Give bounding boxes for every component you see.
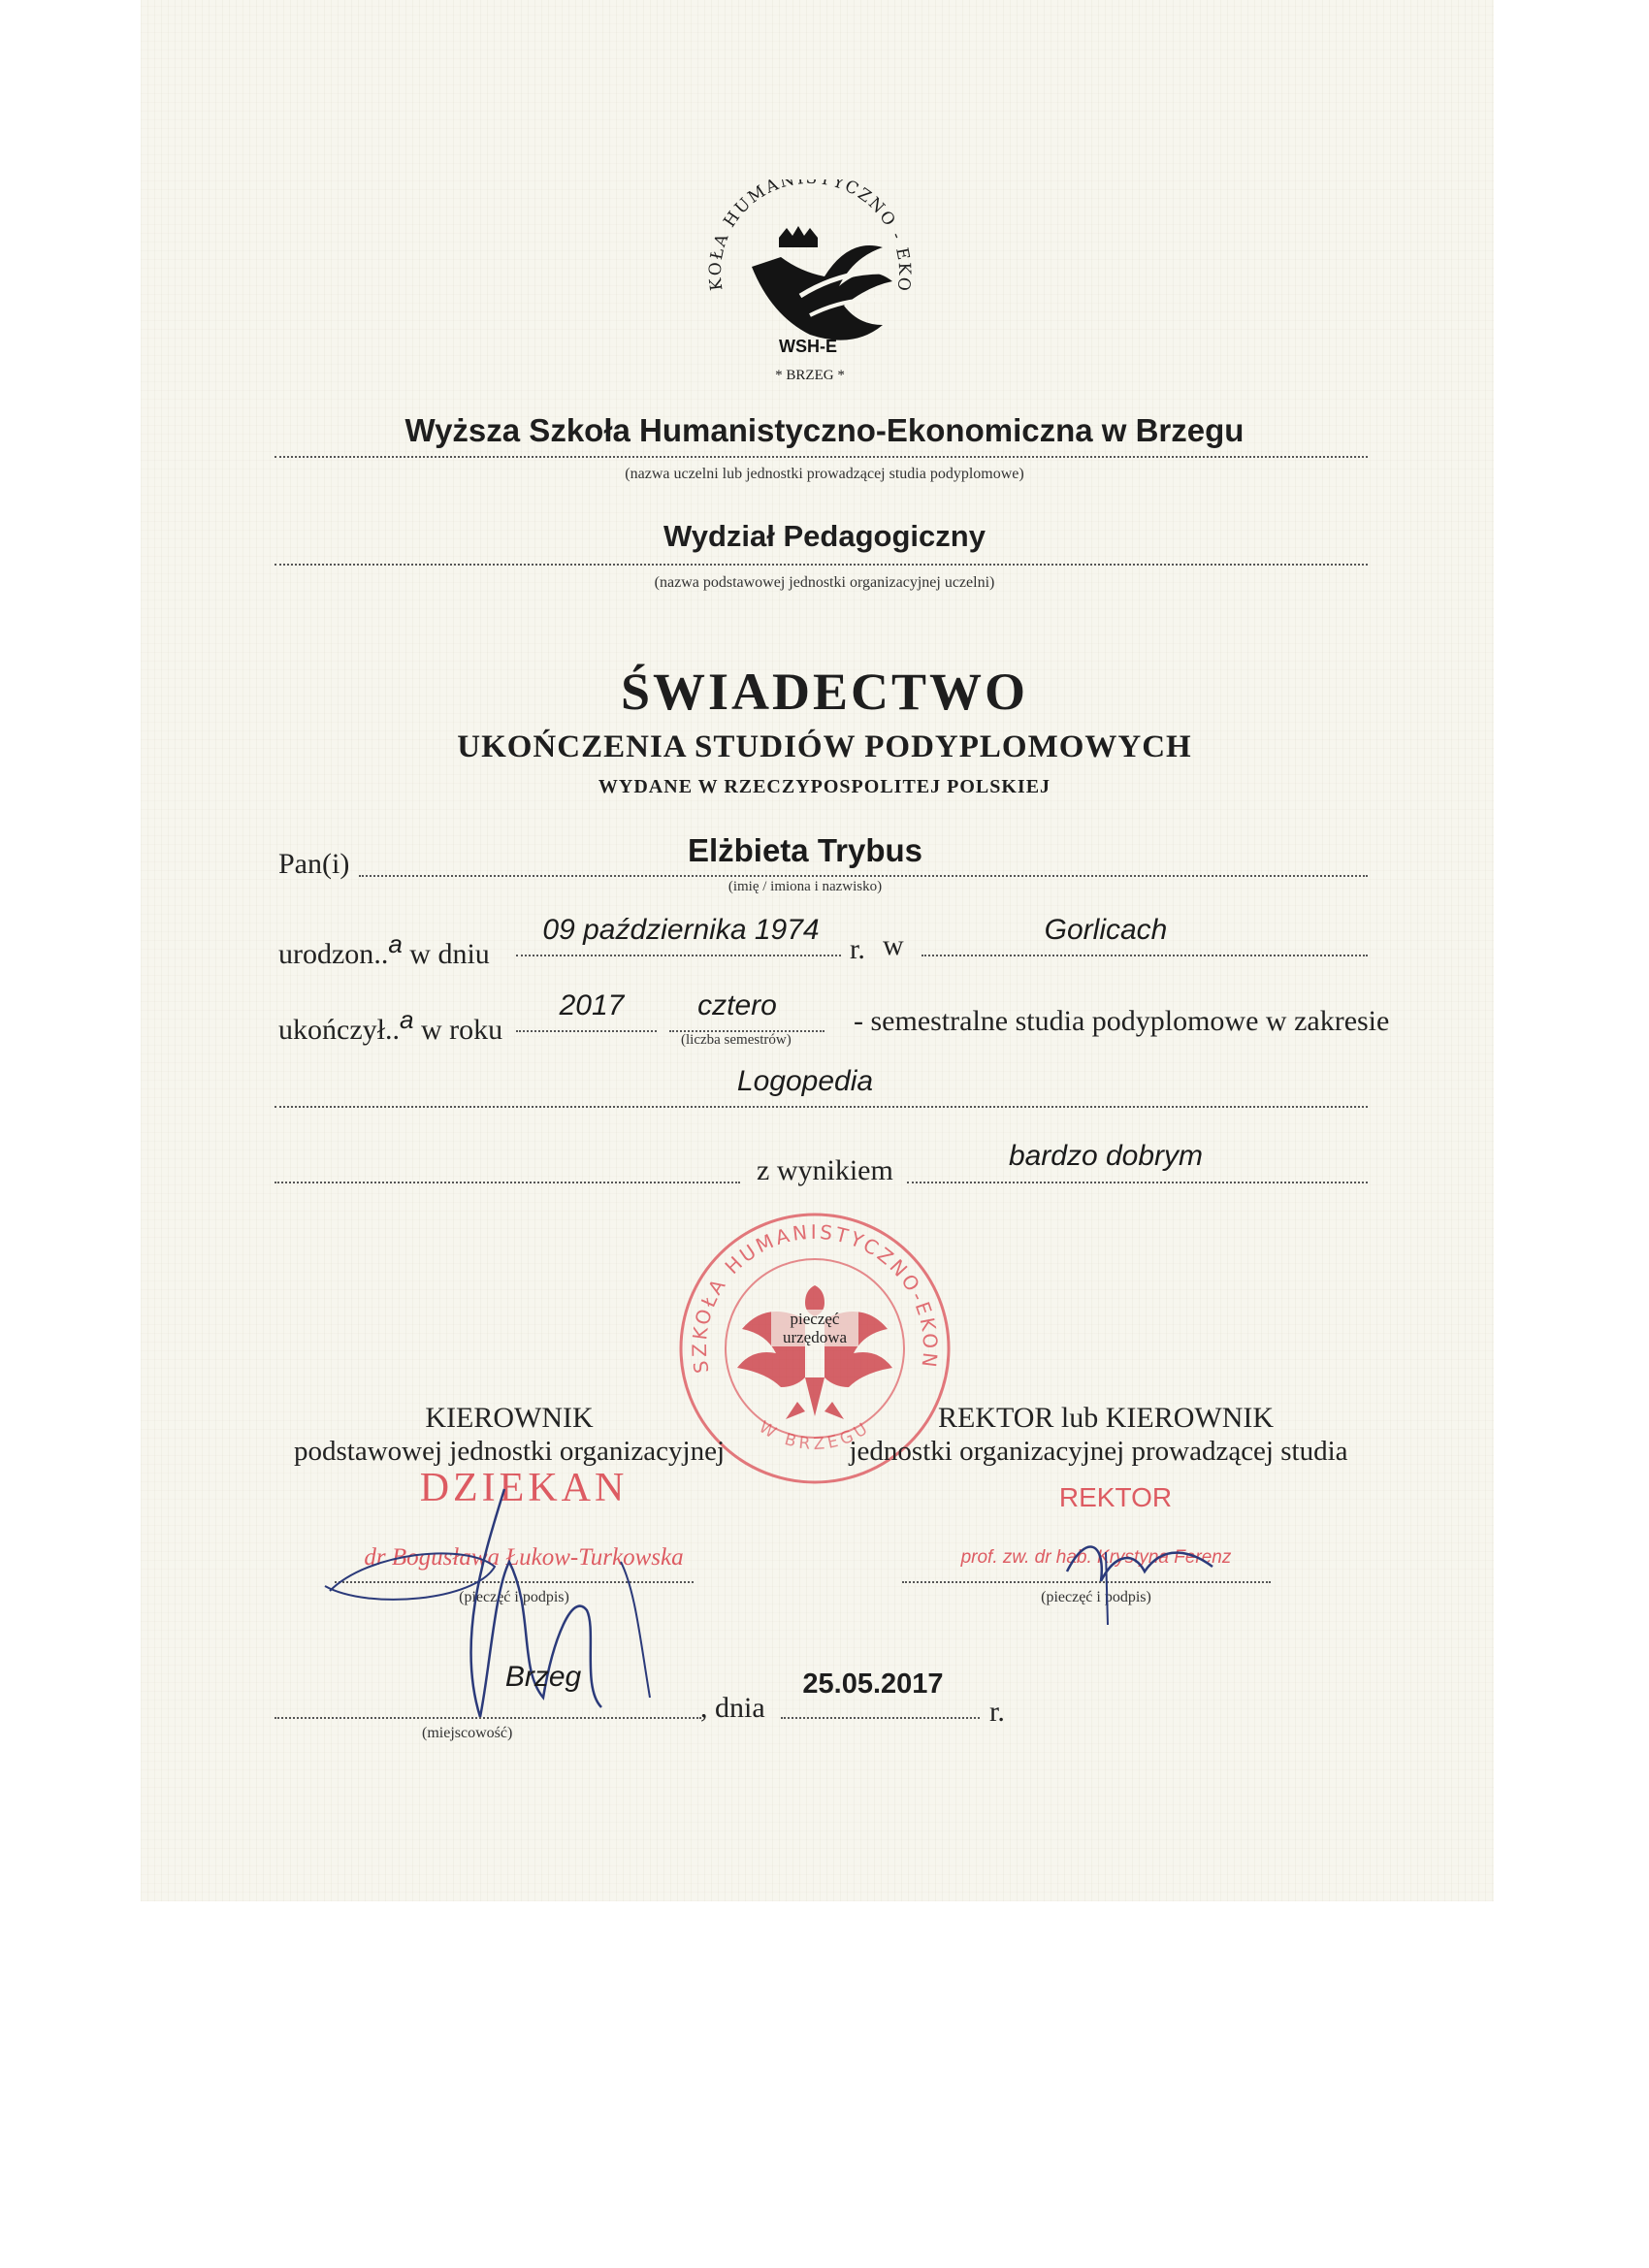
footer-date: 25.05.2017	[802, 1669, 944, 1700]
birth-label-w: w	[883, 929, 904, 961]
completion-rest: - semestralne studia podyplomowe w zakresie	[854, 1005, 1390, 1037]
seal-center-label: pieczęć urzędowa	[771, 1310, 858, 1346]
person-name: Elżbieta Trybus	[687, 832, 923, 868]
right-signature-icon	[1048, 1513, 1261, 1630]
birth-label-date: w dniu	[409, 938, 490, 970]
left-signatory-stamp: DZIEKAN	[419, 1466, 629, 1510]
university-logo	[684, 179, 936, 393]
certificate-subtitle: UKOŃCZENIA STUDIÓW PODYPLOMOWYCH	[457, 729, 1192, 764]
university-name-line	[275, 456, 1368, 458]
completion-suffix: a	[399, 1005, 414, 1034]
result-left-line	[275, 1182, 740, 1183]
left-signatory-caption: (pieczęć i podpis)	[459, 1589, 569, 1605]
footer-date-line	[781, 1717, 980, 1719]
person-label: Pan(i)	[278, 848, 350, 880]
birth-date-line	[516, 955, 841, 956]
left-signatory-title: KIEROWNIK	[425, 1402, 594, 1434]
birth-place: Gorlicach	[1044, 914, 1168, 946]
completion-label-year: w roku	[420, 1014, 503, 1046]
result-value: bardzo dobrym	[1008, 1140, 1204, 1172]
university-name: Wyższa Szkoła Humanistyczno-Ekonomiczna w Brzegu	[404, 412, 1245, 448]
footer-label-r: r.	[989, 1696, 1005, 1728]
person-caption: (imię / imiona i nazwisko)	[728, 879, 883, 894]
certificate-issued: WYDANE W RZECZYPOSPOLITEJ POLSKIEJ	[598, 776, 1051, 797]
completion-year-line	[516, 1030, 657, 1032]
right-signatory-stamp: REKTOR	[1058, 1482, 1173, 1512]
birth-suffix: a	[388, 929, 403, 958]
right-signatory-unit: jednostki organizacyjnej prowadzącej studia	[849, 1436, 1348, 1467]
right-signatory-name-stamp: prof. zw. dr hab. Krystyna Ferenz	[960, 1547, 1232, 1568]
logo-city: * BRZEG *	[775, 368, 845, 383]
footer-place: Brzeg	[504, 1661, 582, 1693]
left-signatory-unit: podstawowej jednostki organizacyjnej	[293, 1436, 726, 1467]
logo-ring-text: KOŁA HUMAN TYCZNO - EKO	[705, 179, 915, 294]
completion-semesters-caption: (liczba semestrów)	[681, 1032, 792, 1048]
birth-label-r: r.	[850, 933, 865, 965]
svg-text:WYŻSZA SZKOŁA HUMANISTYCZNO-EK	[669, 1203, 942, 1375]
result-label: z wynikiem	[757, 1154, 893, 1186]
left-signatory-name-stamp: dr Bogusława Łukow-Turkowska	[364, 1544, 684, 1571]
footer-label-dnia: , dnia	[700, 1692, 765, 1724]
left-signature-icon	[310, 1474, 718, 1736]
result-value-line	[907, 1182, 1368, 1183]
person-line	[359, 875, 1368, 877]
footer-place-line	[275, 1717, 701, 1719]
completion-label-prefix: ukończył	[278, 1014, 385, 1046]
right-signatory-title: REKTOR lub KIEROWNIK	[937, 1402, 1275, 1434]
faculty-caption: (nazwa podstawowej jednostki organizacyjnej uczelni)	[654, 574, 995, 591]
right-signatory-caption: (pieczęć i podpis)	[1041, 1589, 1151, 1605]
completion-year: 2017	[559, 989, 625, 1021]
logo-abbrev: WSH-E	[779, 337, 837, 356]
birth-place-line	[922, 955, 1368, 956]
seal-ring-text: SZKOŁA HUMANISTYCZNO-EKON	[687, 1219, 943, 1376]
field-value: Logopedia	[736, 1065, 874, 1097]
faculty-name-line	[275, 564, 1368, 566]
field-line	[275, 1106, 1368, 1108]
seal-bottom-text: W BRZEGU	[755, 1417, 875, 1455]
certificate-title: ŚWIADECTWO	[620, 663, 1029, 721]
birth-label-prefix: urodzon	[278, 938, 374, 970]
birth-date: 09 października 1974	[542, 914, 820, 946]
completion-label: ukończył..$^a$ w roku	[278, 1005, 503, 1046]
logo-emblem-icon	[684, 179, 936, 393]
faculty-name: Wydział Pedagogiczny	[663, 519, 986, 553]
completion-semesters: cztero	[697, 989, 777, 1021]
footer-place-caption: (miejscowość)	[422, 1725, 513, 1741]
birth-label: urodzon..$^a$ w dniu	[278, 929, 490, 970]
university-caption: (nazwa uczelni lub jednostki prowadzącej studia podyplomowe)	[625, 466, 1024, 482]
